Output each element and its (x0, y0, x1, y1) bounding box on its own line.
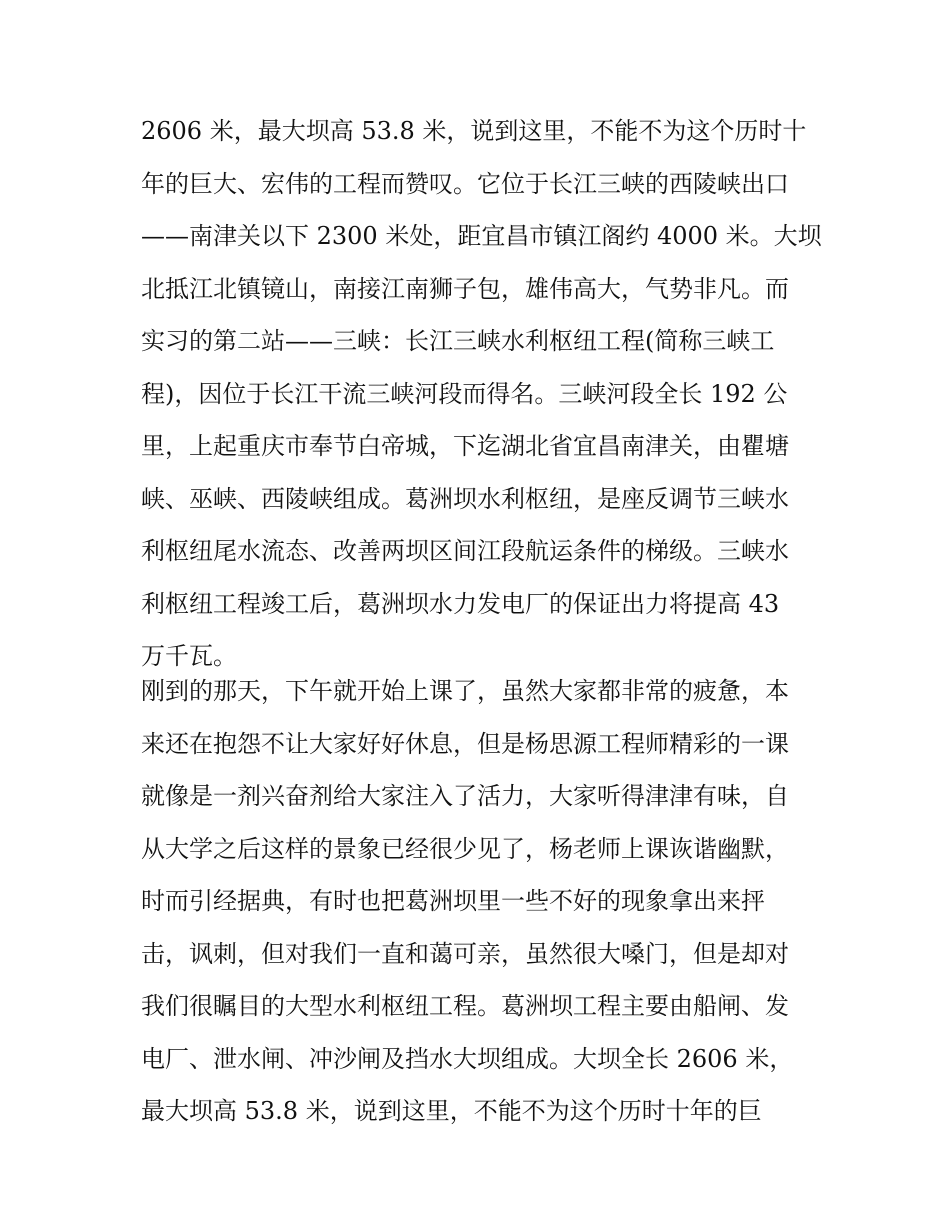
text-line: 从大学之后这样的景象已经很少见了，杨老师上课诙谐幽默， (141, 834, 789, 863)
text-line: 北抵江北镇镜山，南接江南狮子包，雄伟高大，气势非凡。而 (141, 274, 789, 303)
text-line: 来还在抱怨不让大家好好休息，但是杨思源工程师精彩的一课 (141, 729, 789, 758)
text-line: 峡、巫峡、西陵峡组成。葛洲坝水利枢纽，是座反调节三峡水 (141, 484, 789, 513)
text-line: 刚到的那天，下午就开始上课了，虽然大家都非常的疲惫，本 (141, 677, 789, 705)
text-line: 击，讽刺，但对我们一直和蔼可亲，虽然很大嗓门，但是却对 (141, 939, 789, 968)
text-line: 我们很瞩目的大型水利枢纽工程。葛洲坝工程主要由船闸、发 (141, 992, 789, 1020)
text-line: 实习的第二站——三峡：长江三峡水利枢纽工程(简称三峡工 (141, 327, 775, 355)
text-line: ——南津关以下 2300 米处，距宜昌市镇江阁约 4000 米。大坝 (141, 222, 822, 250)
text-line: 万千瓦。 (141, 642, 237, 670)
text-line: 利枢纽工程竣工后，葛洲坝水力发电厂的保证出力将提高 43 (141, 589, 780, 618)
paragraph-2 (141, 665, 813, 1138)
text-line: 就像是一剂兴奋剂给大家注入了活力，大家听得津津有味，自 (141, 782, 789, 810)
paragraph-1 (141, 105, 822, 683)
text-line: 里，上起重庆市奉节白帝城，下迄湖北省宜昌南津关，由瞿塘 (141, 432, 789, 460)
text-line: 程)，因位于长江干流三峡河段而得名。三峡河段全长 192 公 (141, 379, 788, 408)
text-line: 时而引经据典，有时也把葛洲坝里一些不好的现象拿出来抨 (141, 887, 765, 915)
text-line: 电厂、泄水闸、冲沙闸及挡水大坝组成。大坝全长 2606 米， (141, 1044, 794, 1073)
text-line: 年的巨大、宏伟的工程而赞叹。它位于长江三峡的西陵峡出口 (141, 169, 789, 198)
text-line: 利枢纽尾水流态、改善两坝区间江段航运条件的梯级。三峡水 (141, 537, 789, 565)
text-line: 2606 米，最大坝高 53.8 米，说到这里，不能不为这个历时十 (141, 117, 807, 145)
text-line: 最大坝高 53.8 米，说到这里，不能不为这个历时十年的巨 (141, 1097, 762, 1125)
